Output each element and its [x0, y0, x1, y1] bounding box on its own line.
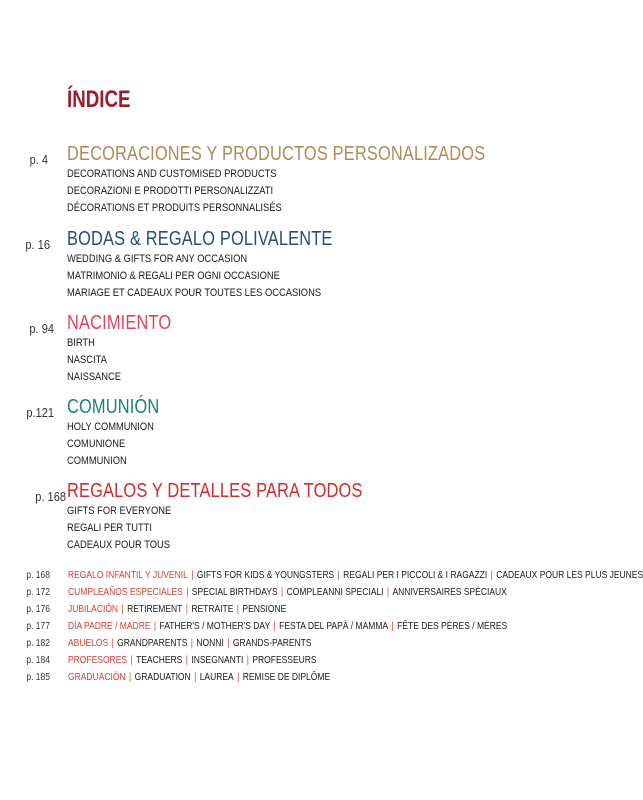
separator: | [191, 570, 194, 581]
section-subtitle: NAISSANCE [67, 371, 122, 383]
section-page-number: p. 4 [29, 152, 48, 167]
index-row [0, 604, 600, 620]
row-highlight: GRADUACIÓN [68, 672, 126, 683]
row-page-number: p. 185 [26, 672, 50, 683]
separator: | [391, 621, 394, 632]
separator: | [227, 638, 230, 649]
section-title: NACIMIENTO [67, 312, 172, 334]
index-row [0, 621, 600, 637]
index-row [0, 587, 600, 603]
row-translation: PROFESSEURS [252, 655, 317, 666]
section-subtitle: DÉCORATIONS ET PRODUITS PERSONNALISÉS [67, 202, 282, 214]
row-content [68, 621, 507, 632]
section-subtitle: MATRIMONIO & REGALI PER OGNI OCCASIONE [67, 270, 280, 282]
section-title: DECORACIONES Y PRODUCTOS PERSONALIZADOS [67, 143, 486, 165]
index-row [0, 655, 600, 671]
row-highlight: CUMPLEAÑOS ESPECIALES [68, 587, 183, 598]
separator: | [111, 638, 114, 649]
index-row [0, 570, 643, 586]
section-subtitle: CADEAUX POUR TOUS [67, 539, 171, 551]
row-content [68, 604, 286, 615]
section-subtitle: DECORAZIONI E PRODOTTI PERSONALIZZATI [67, 185, 274, 197]
row-translation: REGALI PER I PICCOLI & I RAGAZZI [343, 570, 488, 581]
section-subtitle: MARIAGE ET CADEAUX POUR TOUTES LES OCCASIONS [67, 287, 322, 299]
row-highlight: REGALO INFANTIL Y JUVENIL [68, 570, 188, 581]
row-translation: INSEGNANTI [191, 655, 244, 666]
row-page-number: p. 172 [26, 587, 50, 598]
section-subtitle: COMUNIONE [67, 438, 126, 450]
section-page-number: p. 16 [25, 237, 50, 252]
row-page-number: p. 168 [26, 570, 50, 581]
row-translation: NONNI [196, 638, 224, 649]
section-page-number: p. 94 [29, 321, 54, 336]
separator: | [129, 672, 132, 683]
separator: | [130, 655, 133, 666]
row-highlight: JUBILACIÓN [68, 604, 119, 615]
row-translation: PENSIONE [242, 604, 287, 615]
row-translation: COMPLEANNI SPECIALI [286, 587, 384, 598]
row-translation: FÊTE DES PÈRES / MÈRES [397, 621, 508, 632]
row-translation: GRANDPARENTS [117, 638, 188, 649]
row-translation: GIFTS FOR KIDS & YOUNGSTERS [196, 570, 335, 581]
row-page-number: p. 182 [26, 638, 50, 649]
separator: | [386, 587, 390, 598]
section-subtitle: NASCITA [67, 354, 107, 366]
separator: | [337, 570, 340, 581]
section-subtitle: GIFTS FOR EVERYONE [67, 505, 172, 517]
index-row [0, 638, 600, 654]
row-page-number: p. 184 [26, 655, 50, 666]
row-translation: CADEAUX POUR LES PLUS JEUNES [496, 570, 643, 581]
row-content [68, 672, 330, 683]
section-page-number: p.121 [26, 405, 54, 420]
separator: | [490, 570, 493, 581]
section-page-number: p. 168 [35, 489, 66, 504]
row-translation: REMISE DE DIPLÔME [242, 672, 331, 683]
row-content [68, 587, 507, 598]
row-translation: GRADUATION [134, 672, 191, 683]
row-translation: ANNIVERSAIRES SPÉCIAUX [392, 587, 507, 598]
section-title: COMUNIÓN [67, 396, 160, 418]
separator: | [186, 587, 189, 598]
row-content [68, 570, 643, 581]
separator: | [246, 655, 249, 666]
row-content [68, 638, 312, 649]
row-translation: RETIREMENT [127, 604, 183, 615]
row-highlight: PROFESORES [68, 655, 128, 666]
row-translation: RETRAITE [191, 604, 234, 615]
section-subtitle: WEDDING & GIFTS FOR ANY OCCASION [67, 253, 248, 265]
section-subtitle: DECORATIONS AND CUSTOMISED PRODUCTS [67, 168, 277, 180]
row-translation: TEACHERS [136, 655, 183, 666]
separator: | [121, 604, 124, 615]
row-translation: SPECIAL BIRTHDAYS [191, 587, 278, 598]
separator: | [237, 672, 240, 683]
row-translation: FATHER'S / MOTHER'S DAY [159, 621, 271, 632]
page-title: ÍNDICE [67, 86, 131, 113]
separator: | [194, 672, 197, 683]
section-subtitle: HOLY COMMUNION [67, 421, 154, 433]
row-highlight: DÍA PADRE / MADRE [68, 621, 151, 632]
separator: | [281, 587, 284, 598]
row-translation: GRANDS-PARENTS [232, 638, 312, 649]
section-subtitle: BIRTH [67, 337, 95, 349]
row-page-number: p. 176 [26, 604, 50, 615]
separator: | [273, 621, 276, 632]
row-page-number: p. 177 [26, 621, 50, 632]
section-subtitle: REGALI PER TUTTI [67, 522, 153, 534]
separator: | [153, 621, 157, 632]
row-translation: LAUREA [199, 672, 234, 683]
separator: | [185, 655, 188, 666]
section-subtitle: COMMUNION [67, 455, 127, 467]
index-row [0, 672, 600, 688]
separator: | [185, 604, 188, 615]
row-translation: FESTA DEL PAPÀ / MAMMA [279, 621, 389, 632]
row-highlight: ABUELOS [68, 638, 109, 649]
separator: | [236, 604, 240, 615]
section-title: BODAS & REGALO POLIVALENTE [67, 228, 333, 250]
row-content [68, 655, 317, 666]
section-title: REGALOS Y DETALLES PARA TODOS [67, 480, 363, 502]
separator: | [190, 638, 194, 649]
